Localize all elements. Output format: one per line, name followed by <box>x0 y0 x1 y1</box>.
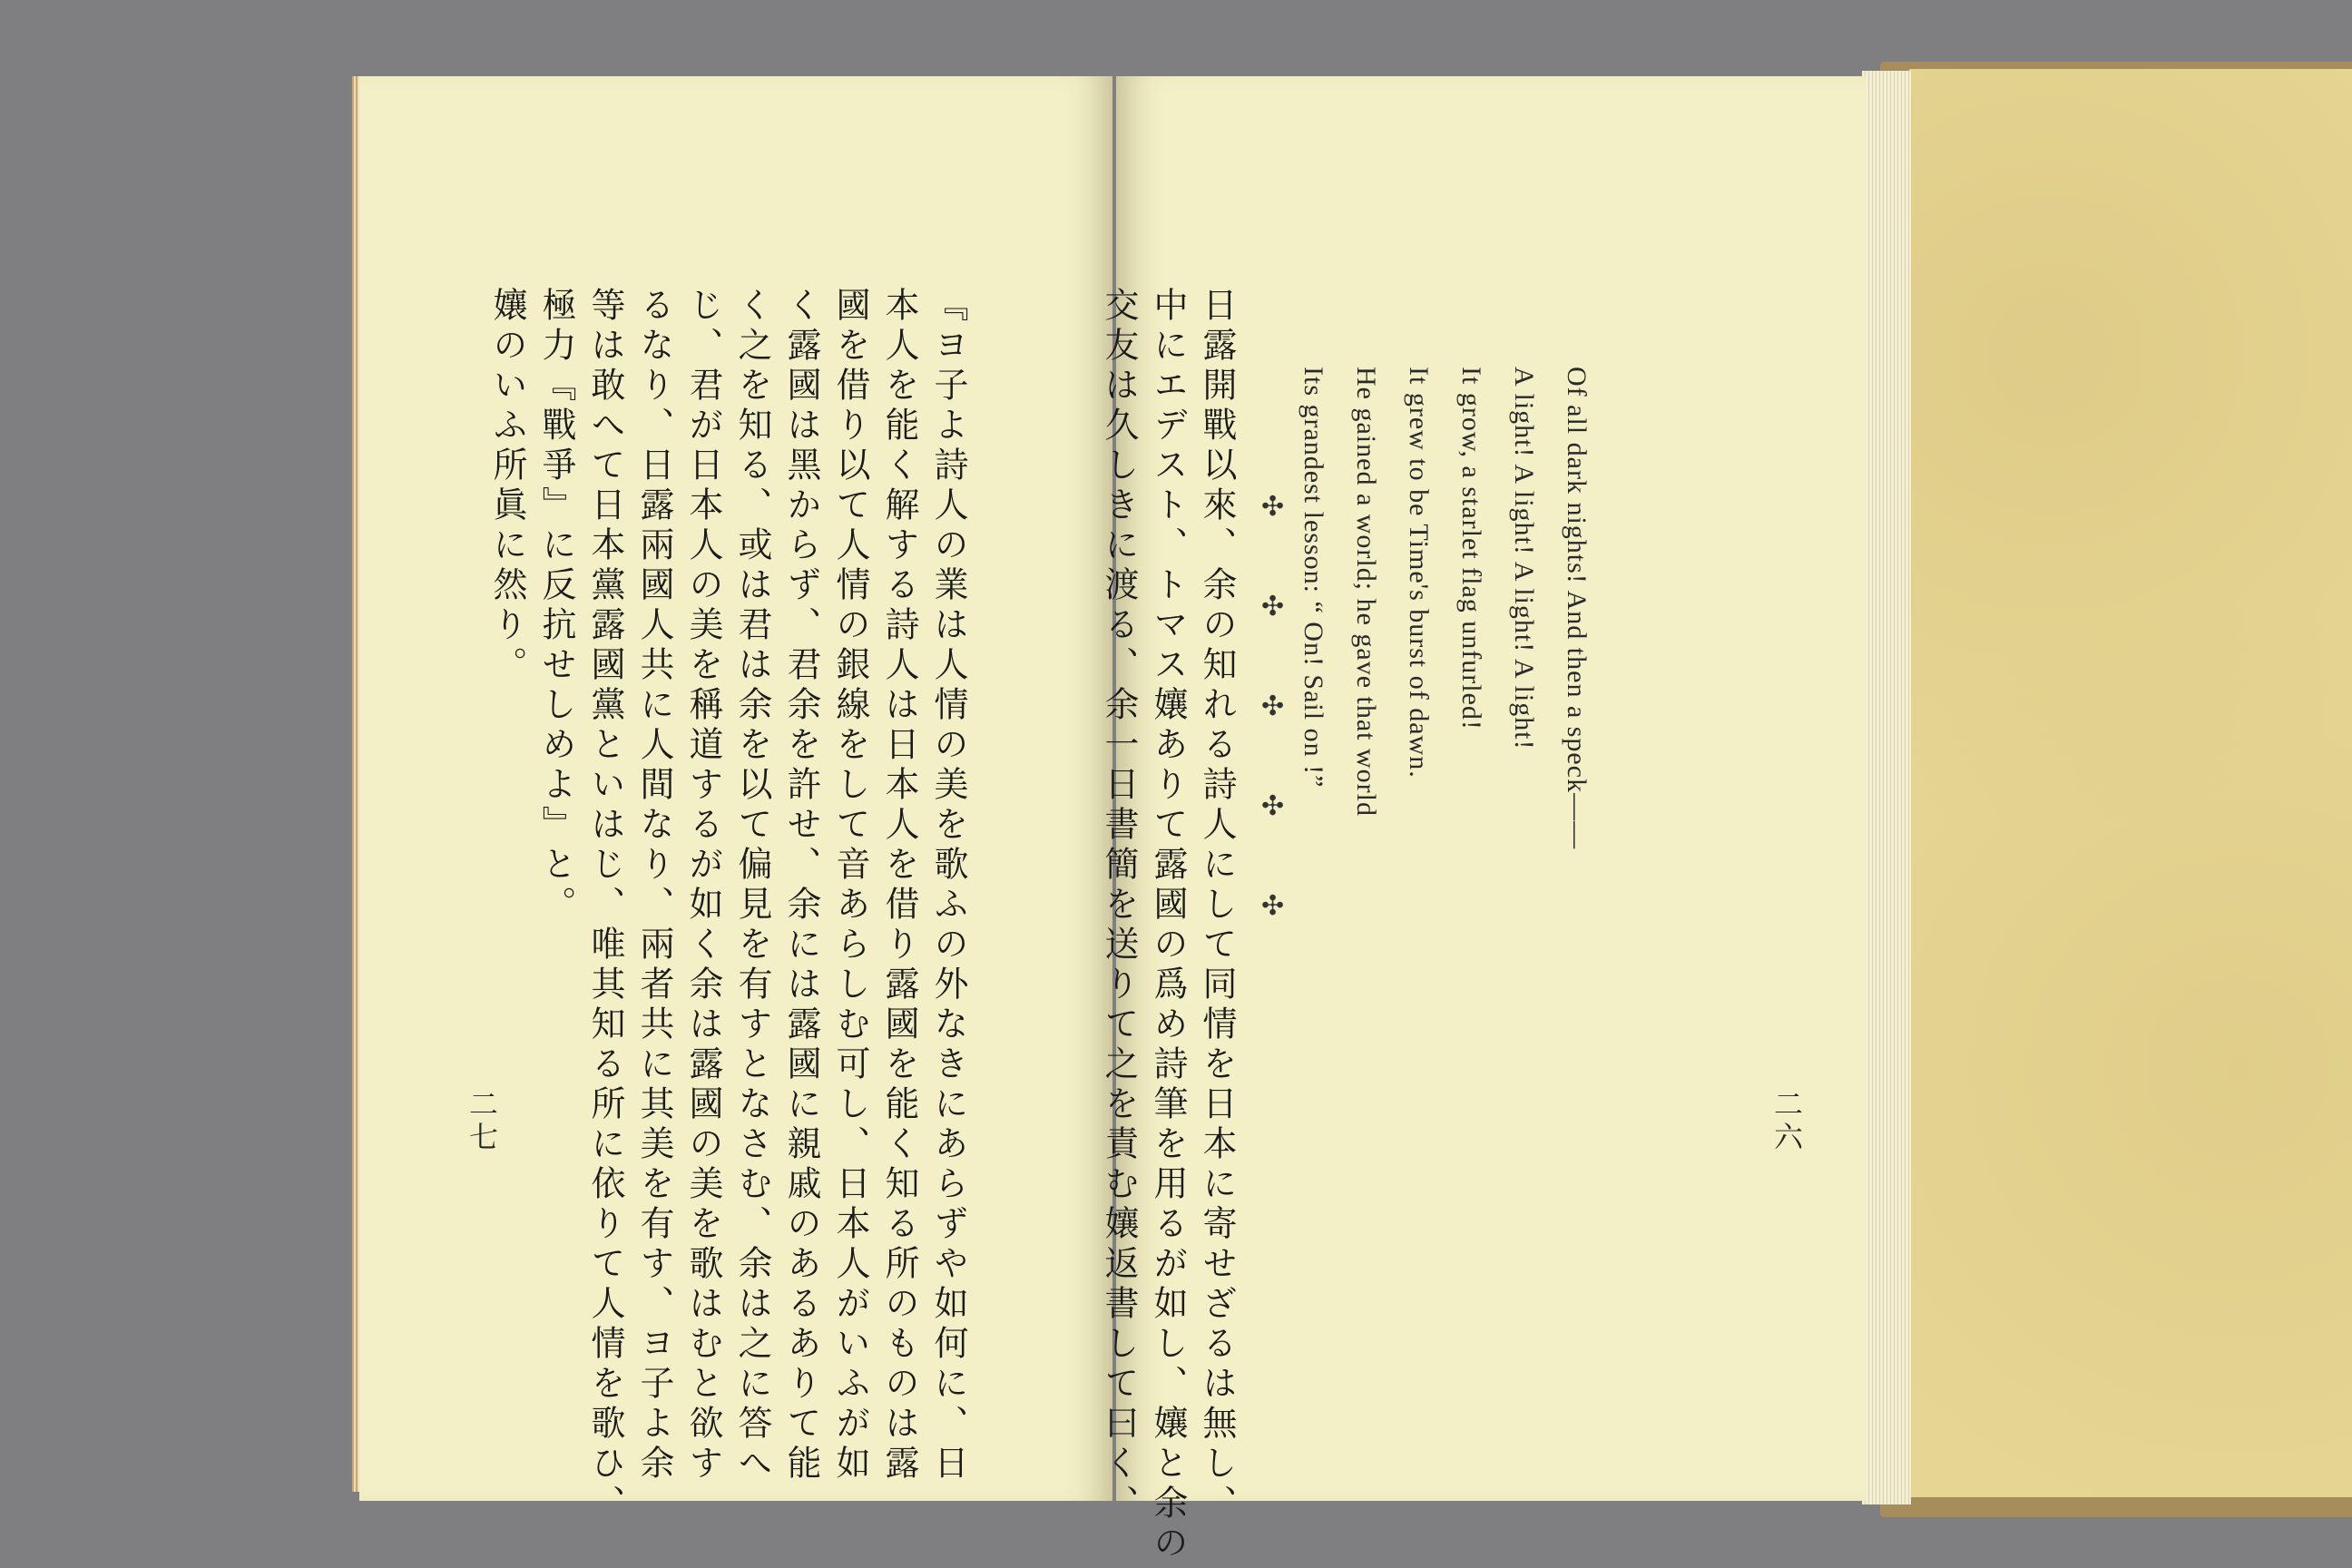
page-edges <box>1862 71 1911 1504</box>
text-column: 本人を能く解する詩人は日本人を借り露國を能く知る所のものは露 <box>879 287 919 1485</box>
text-column: 極力『戰爭』に反抗せしめよ』と。 <box>536 287 576 926</box>
left-page <box>359 76 1112 1524</box>
text-column: 國を借り以て人情の銀線をして音あらしむ可し、日本人がいふが如 <box>830 287 870 1485</box>
open-book <box>356 64 2062 1564</box>
right-page <box>1099 76 1866 1564</box>
ornament-icon: ✣ <box>1261 790 1285 822</box>
ornament-icon: ✣ <box>1261 890 1285 922</box>
text-column: じ、君が日本人の美を稱道するが如く余は露國の美を歌はむと欲す <box>683 287 723 1485</box>
poem-line: A light! A light! A light! A light! <box>1509 367 1539 750</box>
text-column: 孃のいふ所眞に然り。 <box>487 287 527 686</box>
text-column: く露國は黑からず、君余を許せ、余には露國に親戚のあるありて能 <box>781 287 821 1485</box>
ornament-icon: ✣ <box>1261 591 1285 622</box>
ornament-icon: ✣ <box>1261 491 1285 523</box>
text-column: るなり、日露兩國人共に人間なり、兩者共に其美を有す、ヨ子よ余 <box>634 287 674 1485</box>
page-number: 二七 <box>465 1089 499 1154</box>
text-column: 交友は久しきに渡る、余一日書簡を送りて之を責む孃返書して曰く、 <box>1099 287 1139 1524</box>
poem-line: It grow, a starlet flag unfurled! <box>1456 367 1486 730</box>
ornament-icon: ✣ <box>1261 691 1285 722</box>
text-column: 日露開戰以來、余の知れる詩人にして同情を日本に寄せざるは無し、 <box>1197 287 1237 1524</box>
poem-line: Of all dark nights! And then a speck—— <box>1562 367 1592 850</box>
poem-line: Its grandest lesson: “ On! Sail on !” <box>1298 367 1328 789</box>
text-column: 『ヨ子よ詩人の業は人情の美を歌ふの外なきにあらずや如何に、日 <box>928 287 968 1485</box>
poem-line: He gained a world; he gave that world <box>1351 367 1381 818</box>
poem-line: It grew to be Time's burst of dawn. <box>1404 367 1434 779</box>
text-column: く之を知る、或は君は余を以て偏見を有すとなさむ、余は之に答へ <box>732 287 772 1485</box>
text-column: 等は敢へて日本黨露國黨といはじ、唯其知る所に依りて人情を歌ひ、 <box>585 287 625 1524</box>
cover-board <box>1909 69 2352 1497</box>
text-column: 中にエデスト、トマス孃ありて露國の爲め詩筆を用るが如し、孃と余の <box>1148 287 1188 1564</box>
page-number: 二六 <box>1769 1089 1804 1154</box>
